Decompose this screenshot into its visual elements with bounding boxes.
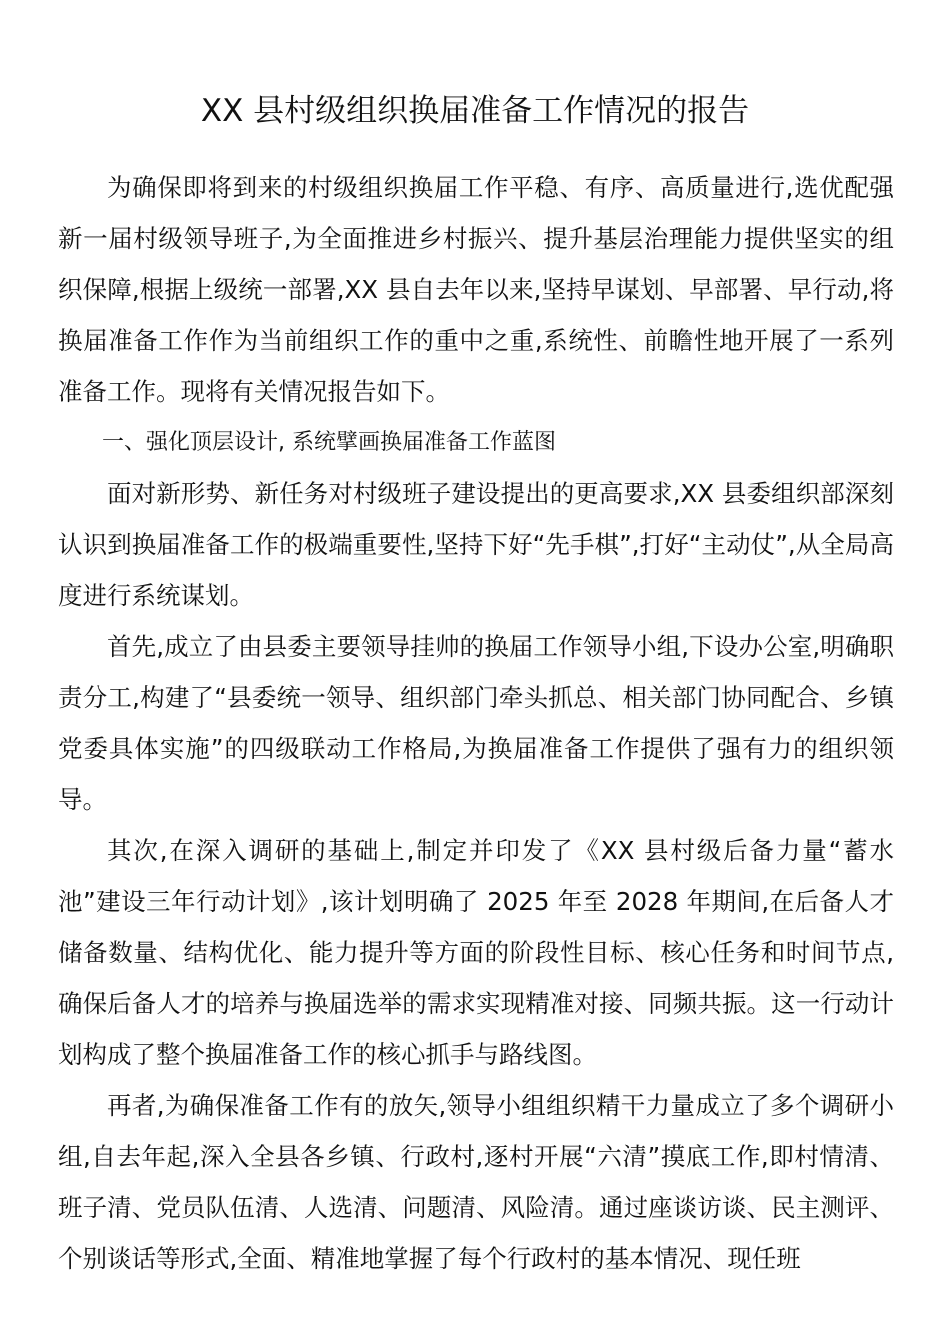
body-paragraph: 面对新形势、新任务对村级班子建设提出的更高要求,XX 县委组织部深刻认识到换届准备工作的极端重要性,坚持下好“先手棋”,打好“主动仗”,从全局高度进行系统谋划。 <box>58 479 894 610</box>
document-title: XX 县村级组织换届准备工作情况的报告 <box>200 92 750 129</box>
body-paragraph: 其次,在深入调研的基础上,制定并印发了《XX 县村级后备力量“蓄水池”建设三年行动计划》,该计划明确了 2025 年至 2028 年期间,在后备人才储备数量、结构优化、能力提升等方面的阶段性目标、核心任务和时间节点,确保后备人才的培养与换届选举的需求实现精准对接、同频共振。这一行动计划构成了整个换届准备工作的核心抓手与路线图。 <box>58 836 894 1069</box>
section-heading-1: 一、强化顶层设计, 系统擘画换届准备工作蓝图 <box>102 430 556 455</box>
body-paragraph: 首先,成立了由县委主要领导挂帅的换届工作领导小组,下设办公室,明确职责分工,构建了“县委统一领导、组织部门牵头抓总、相关部门协同配合、乡镇党委具体实施”的四级联动工作格局,为换届准备工作提供了强有力的组织领导。 <box>58 632 894 814</box>
intro-paragraph: 为确保即将到来的村级组织换届工作平稳、有序、高质量进行,选优配强新一届村级领导班子,为全面推进乡村振兴、提升基层治理能力提供坚实的组织保障,根据上级统一部署,XX 县自去年以来,坚持早谋划、早部署、早行动,将换届准备工作作为当前组织工作的重中之重,系统性、前瞻性地开展了一系列准备工作。现将有关情况报告如下。 <box>58 173 894 406</box>
document-body <box>58 162 894 1284</box>
body-paragraph: 再者,为确保准备工作有的放矢,领导小组组织精干力量成立了多个调研小组,自去年起,深入全县各乡镇、行政村,逐村开展“六清”摸底工作,即村情清、班子清、党员队伍清、人选清、问题清、风险清。通过座谈访谈、民主测评、个别谈话等形式,全面、精准地掌握了每个行政村的基本情况、现任班 <box>58 1091 894 1273</box>
